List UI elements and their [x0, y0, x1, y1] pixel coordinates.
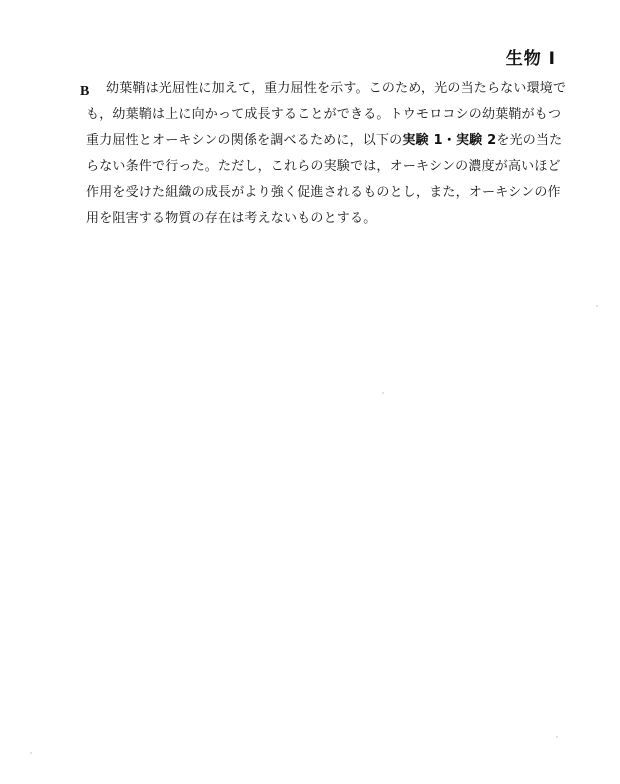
experiment-2-label: 実験 2 — [455, 133, 497, 148]
experiment-1-label: 実験 1 — [402, 133, 443, 148]
question-line-2: も，幼葉鞘は上に向かって成長することができる。トウモロコシの幼葉鞘がもつ — [86, 107, 562, 122]
scan-speck — [30, 752, 32, 754]
scan-speck — [556, 736, 558, 738]
question-line-3-text: 重力屈性とオーキシンの関係を調べるために，以下の — [86, 133, 403, 148]
question-line-3 — [86, 128, 562, 154]
subject-header: 生物 I — [505, 49, 556, 69]
question-line-6: 用を阻害する物質の存在は考えないものとする。 — [86, 211, 377, 226]
question-line-3-tail: を光の当た — [496, 133, 563, 148]
question-label: B — [80, 84, 90, 99]
question-line-1: 幼葉鞘は光屈性に加えて，重力屈性を示す。このため，光の当たらない環境で — [106, 81, 567, 96]
scan-speck — [596, 305, 598, 307]
question-line-4: らない条件で行った。ただし，これらの実験では，オーキシンの濃度が高いほど — [86, 159, 561, 174]
question-line-5: 作用を受けた組織の成長がより強く促進されるものとし，また，オーキシンの作 — [86, 185, 561, 200]
experiment-separator: ・ — [442, 133, 456, 148]
scan-speck — [382, 392, 384, 394]
